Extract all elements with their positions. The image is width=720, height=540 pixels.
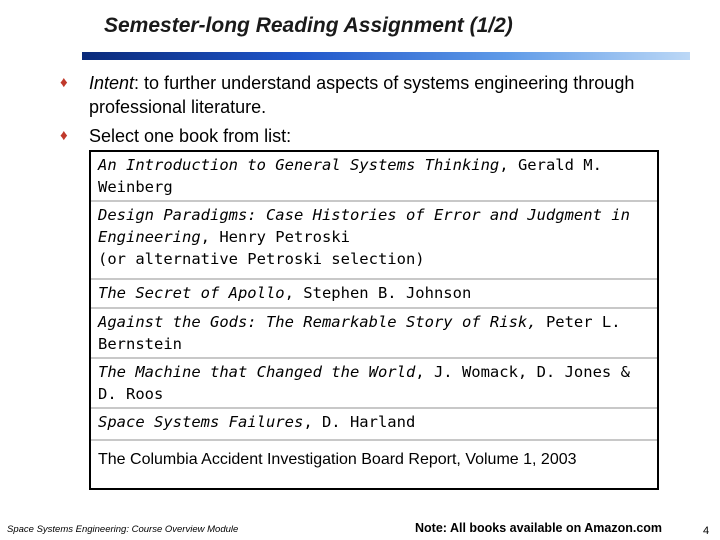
bullet-text: Select one book from list:: [89, 126, 292, 146]
bullet-text: [89, 71, 659, 119]
book-item: [91, 280, 657, 309]
book-author: , Stephen B. Johnson: [284, 284, 472, 302]
book-list: [89, 150, 659, 490]
book-item: [91, 409, 657, 441]
book-note: (or alternative Petroski selection): [98, 250, 425, 268]
book-item: [91, 441, 657, 488]
book-author: , Gerald M. Weinberg: [98, 156, 602, 196]
bullet-lead: Intent: [89, 73, 135, 93]
book-author: , D. Harland: [303, 413, 416, 431]
book-item: [91, 309, 657, 359]
book-title: The Machine that Changed the World: [98, 363, 416, 381]
book-item: [91, 152, 657, 202]
slide-title: Semester-long Reading Assignment (1/2): [104, 14, 513, 37]
book-title: Design Paradigms: Case Histories of Error and Judgment in Engineering: [98, 206, 630, 246]
book-title: An Introduction to General Systems Thinking: [98, 156, 500, 174]
bullet-body: : to further understand aspects of systems engineering through professional literature.: [89, 73, 635, 117]
book-title: The Secret of Apollo: [98, 284, 285, 302]
diamond-bullet-icon: ♦: [60, 74, 68, 91]
footer-course-name: Space Systems Engineering: Course Overview Module: [7, 524, 239, 535]
book-title: Space Systems Failures: [98, 413, 304, 431]
page-number: 4: [703, 525, 710, 537]
book-report: The Columbia Accident Investigation Board Report, Volume 1, 2003: [98, 451, 577, 468]
title-underline-bar: [82, 52, 690, 60]
diamond-bullet-icon: ♦: [60, 127, 68, 144]
book-author: , Henry Petroski: [200, 228, 350, 246]
book-title: Against the Gods: The Remarkable Story of Risk,: [98, 313, 537, 331]
book-author: Peter L. Bernstein: [98, 313, 621, 353]
book-author: , J. Womack, D. Jones & D. Roos: [98, 363, 630, 403]
book-item: [91, 359, 657, 409]
footer-note: Note: All books available on Amazon.com: [415, 521, 663, 535]
book-item: [91, 202, 657, 280]
